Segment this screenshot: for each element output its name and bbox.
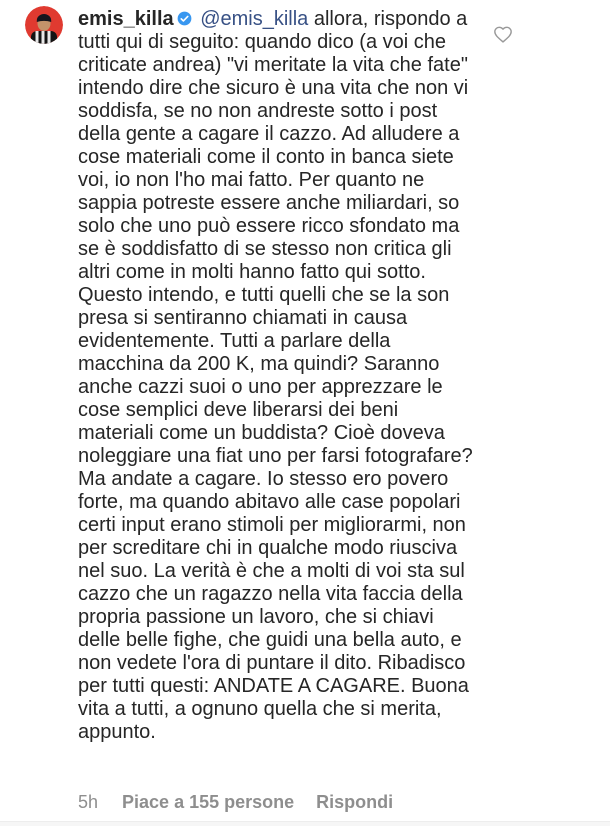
bottom-divider bbox=[0, 821, 610, 826]
comment-mention-link[interactable]: @emis_killa bbox=[200, 8, 309, 30]
comment-likes-count[interactable]: Piace a 155 persone bbox=[122, 792, 295, 812]
comment-body bbox=[78, 8, 478, 744]
heart-outline-icon bbox=[493, 24, 513, 44]
like-comment-button[interactable] bbox=[493, 23, 515, 45]
comment-meta-row bbox=[78, 792, 393, 813]
comment-text: allora, rispondo a tutti qui di seguito: quando dico (a voi che criticate andrea) "vi meritate la vita che fate" intendo dire che sicuro è una vita che non vi soddisfa, se no non andreste sotto i post della gente a cagare il cazzo. Ad alludere a cose materiali come il conto in banca siete voi, io non l'ho mai fatto. Per quanto ne sappia potreste essere anche miliardari, so solo che uno può essere ricco sfondato ma se è soddisfatto di se stesso non critica gli altri come in molti hanno fatto qui sotto. Questo intendo, e tutti quelli che se la son presa si sentiranno chiamati in causa evidentemente. Tutti a parlare della macchina da 200 K, ma quindi? Saranno anche cazzi suoi o uno per apprezzare le cose semplici deve liberarsi dei beni materiali come un buddista? Cioè doveva noleggiare una fiat uno per farsi fotografare? Ma andate a cagare. Io stesso ero povero forte, ma quando abitavo alle case popolari certi input erano stimoli per migliorarmi, non per screditare chi in qualche modo riusciva nel suo. La verità è che a molti di voi sta sul cazzo che un ragazzo nella vita faccia della propria passione un lavoro, che si chiavi delle belle fighe, che guidi una bella auto, e non vedete l'ora di puntare il dito. Ribadisco per tutti questi: ANDATE A CAGARE. Buona vita a tutti, a ognuno quella che si merita, appunto. bbox=[78, 8, 473, 743]
comment-username[interactable]: emis_killa bbox=[78, 8, 174, 30]
profile-photo-image bbox=[25, 6, 63, 44]
verified-badge-icon bbox=[177, 11, 192, 26]
comment-timestamp: 5h bbox=[78, 792, 99, 812]
reply-button[interactable]: Rispondi bbox=[316, 792, 394, 812]
avatar[interactable] bbox=[25, 6, 63, 44]
